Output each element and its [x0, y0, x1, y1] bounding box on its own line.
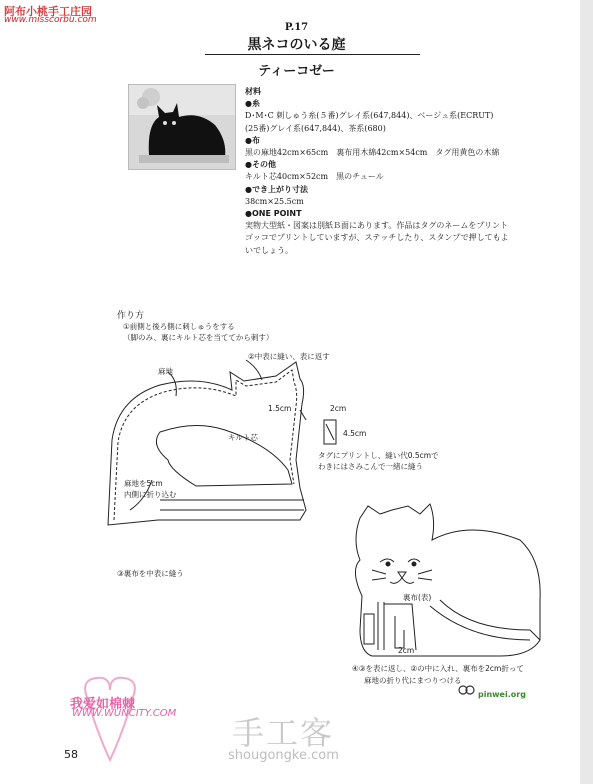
- pinwei-text[interactable]: pinwei.org: [478, 690, 526, 699]
- page-title: 黒ネコのいる庭: [247, 37, 346, 53]
- asa-label: 麻地: [158, 367, 173, 376]
- materials-heading: 材料: [245, 87, 261, 96]
- heart-url[interactable]: WWW.WUNCITY.COM: [72, 708, 177, 719]
- point-line-2: ゴッコでプリントしていますが、ステッチしたり、スタンプで押してもよ: [245, 233, 509, 243]
- page-number: 58: [64, 748, 78, 761]
- fabric-heading: ●布: [245, 135, 260, 145]
- heart-text: 我爱如棉棘: [70, 697, 136, 712]
- dim-4-5cm: 4.5cm: [343, 429, 367, 438]
- thread-line-1: D･M･C 刺しゅう糸(５番)グレイ系(647,844)、ベージュ系(ECRUT): [245, 111, 494, 121]
- thread-line-2: (25番)グレイ系(647,844)、茶系(680): [245, 123, 386, 133]
- pinwei-logo: [459, 686, 474, 694]
- page-reference: P.17: [284, 22, 309, 33]
- diagram-step-2: [108, 360, 336, 525]
- point-heading: ●ONE POINT: [245, 209, 302, 219]
- step-4-line-1: ④③を表に返し、②の中に入れ、裏布を2cm折って: [352, 664, 524, 673]
- tag-note-1: タグにプリントし、縫い代0.5cmで: [318, 451, 439, 460]
- step-1-line-1: ①前側と後ろ側に刺しゅうをする: [123, 322, 235, 331]
- ura-label: 裏布(表): [403, 593, 432, 602]
- size-heading: ●でき上がり寸法: [245, 184, 308, 194]
- step-2-label: ②中表に縫い、表に返す: [248, 352, 330, 361]
- dim-1-5cm: 1.5cm: [268, 404, 292, 413]
- diagram-step-4: [355, 504, 540, 656]
- quilt-label: キルト芯: [228, 433, 258, 442]
- tag-note-2: わきにはさみこんで一緒に縫う: [318, 462, 423, 471]
- steps-title: 作り方: [117, 311, 145, 321]
- step-1-line-2: （脚のみ、裏にキルト芯を当ててから刺す）: [123, 333, 274, 342]
- other-heading: ●その他: [245, 160, 276, 170]
- thread-heading: ●糸: [245, 99, 260, 109]
- other-line: キルト芯40cm×52cm 黒のチュール: [245, 172, 384, 182]
- size-line: 38cm×25.5cm: [245, 196, 304, 206]
- brand-watermark: 手工客: [232, 714, 335, 752]
- page-subtitle: ティーコゼー: [258, 64, 335, 79]
- brand-url[interactable]: shougongke.com: [228, 748, 339, 763]
- point-line-1: 実物大型紙・図案は別紙Ｂ面にあります。作品はタグのネームをプリント: [245, 221, 509, 231]
- point-line-3: いでしょう。: [245, 245, 293, 255]
- site-logo: 阿布小桃手工庄园: [4, 5, 92, 18]
- fold-note-1: 麻地を5cm: [124, 479, 163, 488]
- site-url[interactable]: www.misscorbu.com: [4, 15, 97, 25]
- dim-2cm-b: 2cm: [398, 646, 415, 655]
- fold-note-2: 内側に折り込む: [124, 490, 177, 499]
- step-3-label: ③裏布を中表に縫う: [117, 569, 184, 578]
- step-4-line-2: 麻地の折り代にまつりつける: [364, 676, 462, 685]
- fabric-line: 黒の麻地42cm×65cm 裏布用木綿42cm×54cm タグ用黄色の木綿: [245, 148, 500, 158]
- dim-2cm: 2cm: [330, 404, 347, 413]
